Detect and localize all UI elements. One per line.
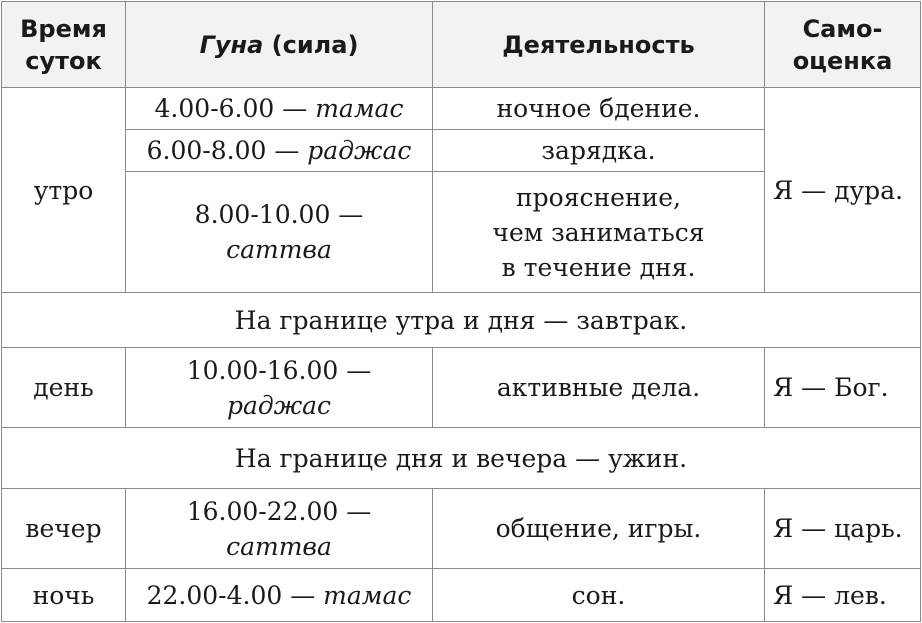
header-row: [2, 2, 921, 88]
breakfast-note: На границе утра и дня — завтрак.: [2, 293, 921, 348]
activity-cell: прояснение, чем заниматься в течение дня.: [433, 172, 765, 293]
self-assessment-night: Я — лев.: [765, 569, 921, 622]
period-day: день: [2, 348, 126, 428]
activity-cell: сон.: [433, 569, 765, 622]
guna-cell: 8.00-10.00 — саттва: [126, 172, 433, 293]
guna-cell: 22.00-4.00 — тамас: [126, 569, 433, 622]
activity-cell: общение, игры.: [433, 489, 765, 569]
period-evening: вечер: [2, 489, 126, 569]
self-assessment-morning: Я — дура.: [765, 88, 921, 293]
header-guna: Гуна (сила): [126, 2, 433, 88]
activity-cell: активные дела.: [433, 348, 765, 428]
header-activity: Деятельность: [433, 2, 765, 88]
dinner-row: [2, 428, 921, 489]
daily-routine-table: [1, 1, 921, 622]
period-night: ночь: [2, 569, 126, 622]
activity-cell: ночное бдение.: [433, 88, 765, 130]
period-morning: утро: [2, 88, 126, 293]
self-assessment-evening: Я — царь.: [765, 489, 921, 569]
table-row: [2, 569, 921, 622]
guna-cell: 16.00-22.00 — саттва: [126, 489, 433, 569]
guna-cell: 6.00-8.00 — раджас: [126, 130, 433, 172]
header-self-assessment: Само- оценка: [765, 2, 921, 88]
breakfast-row: [2, 293, 921, 348]
table-row: [2, 88, 921, 130]
table-row: [2, 348, 921, 428]
self-assessment-day: Я — Бог.: [765, 348, 921, 428]
table-row: [2, 489, 921, 569]
dinner-note: На границе дня и вечера — ужин.: [2, 428, 921, 489]
header-time-of-day: Время суток: [2, 2, 126, 88]
activity-cell: зарядка.: [433, 130, 765, 172]
guna-cell: 4.00-6.00 — тамас: [126, 88, 433, 130]
guna-cell: 10.00-16.00 — раджас: [126, 348, 433, 428]
